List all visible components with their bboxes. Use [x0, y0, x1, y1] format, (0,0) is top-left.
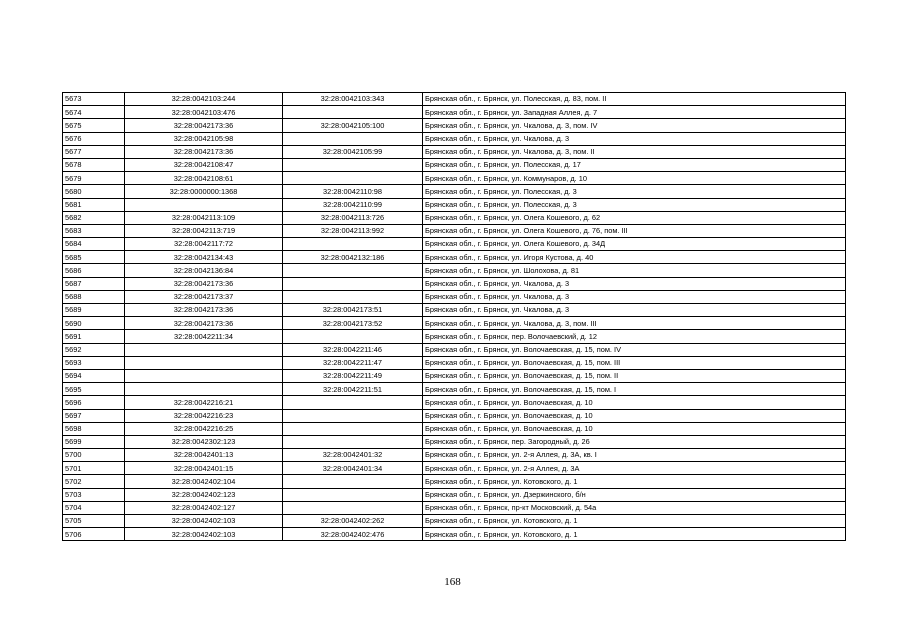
table-row [63, 251, 846, 264]
row-number-cell: 5705 [63, 515, 125, 528]
row-number-cell: 5675 [63, 119, 125, 132]
row-number-cell: 5701 [63, 462, 125, 475]
address-cell: Брянская обл., г. Брянск, ул. Котовского, д. 1 [423, 515, 846, 528]
address-cell: Брянская обл., г. Брянск, ул. Волочаевская, д. 15, пом. II [423, 369, 846, 382]
address-cell: Брянская обл., г. Брянск, ул. Чкалова, д. 3 [423, 304, 846, 317]
row-number-cell: 5698 [63, 422, 125, 435]
table-row [63, 145, 846, 158]
premises-cadastral-number-cell: 32:28:0042105:100 [283, 119, 423, 132]
registry-table-body [63, 93, 846, 541]
table-row [63, 119, 846, 132]
address-cell: Брянская обл., г. Брянск, ул. Шолохова, д. 81 [423, 264, 846, 277]
row-number-cell: 5673 [63, 93, 125, 106]
cadastral-number-cell: 32:28:0042134:43 [125, 251, 283, 264]
row-number-cell: 5679 [63, 172, 125, 185]
address-cell: Брянская обл., г. Брянск, ул. Западная Аллея, д. 7 [423, 106, 846, 119]
table-row [63, 462, 846, 475]
table-row [63, 435, 846, 448]
address-cell: Брянская обл., г. Брянск, ул. Чкалова, д. 3, пом. II [423, 145, 846, 158]
table-row [63, 422, 846, 435]
table-row [63, 475, 846, 488]
premises-cadastral-number-cell: 32:28:0042173:52 [283, 317, 423, 330]
cadastral-number-cell: 32:28:0042173:36 [125, 119, 283, 132]
address-cell: Брянская обл., г. Брянск, ул. 2-я Аллея, д. 3А, кв. I [423, 449, 846, 462]
address-cell: Брянская обл., г. Брянск, ул. Волочаевская, д. 15, пом. III [423, 356, 846, 369]
table-row [63, 317, 846, 330]
table-row [63, 515, 846, 528]
cadastral-number-cell [125, 383, 283, 396]
premises-cadastral-number-cell [283, 106, 423, 119]
row-number-cell: 5702 [63, 475, 125, 488]
premises-cadastral-number-cell: 32:28:0042113:726 [283, 211, 423, 224]
premises-cadastral-number-cell [283, 488, 423, 501]
table-row [63, 383, 846, 396]
address-cell: Брянская обл., г. Брянск, ул. Волочаевская, д. 15, пом. I [423, 383, 846, 396]
premises-cadastral-number-cell: 32:28:0042211:51 [283, 383, 423, 396]
row-number-cell: 5695 [63, 383, 125, 396]
premises-cadastral-number-cell [283, 264, 423, 277]
premises-cadastral-number-cell [283, 158, 423, 171]
row-number-cell: 5691 [63, 330, 125, 343]
address-cell: Брянская обл., г. Брянск, ул. Чкалова, д. 3 [423, 277, 846, 290]
premises-cadastral-number-cell [283, 422, 423, 435]
cadastral-number-cell: 32:28:0042173:36 [125, 304, 283, 317]
address-cell: Брянская обл., г. Брянск, ул. Полесская, д. 83, пом. II [423, 93, 846, 106]
premises-cadastral-number-cell [283, 277, 423, 290]
address-cell: Брянская обл., г. Брянск, ул. Олега Кошевого, д. 34Д [423, 238, 846, 251]
address-cell: Брянская обл., г. Брянск, ул. Игоря Кустова, д. 40 [423, 251, 846, 264]
premises-cadastral-number-cell: 32:28:0042211:46 [283, 343, 423, 356]
cadastral-number-cell [125, 356, 283, 369]
cadastral-registry-table [62, 92, 846, 541]
premises-cadastral-number-cell: 32:28:0042132:186 [283, 251, 423, 264]
cadastral-number-cell: 32:28:0042401:13 [125, 449, 283, 462]
row-number-cell: 5685 [63, 251, 125, 264]
row-number-cell: 5696 [63, 396, 125, 409]
table-row [63, 343, 846, 356]
address-cell: Брянская обл., г. Брянск, ул. Чкалова, д. 3, пом. IV [423, 119, 846, 132]
cadastral-number-cell: 32:28:0042173:36 [125, 145, 283, 158]
cadastral-number-cell: 32:28:0042402:127 [125, 501, 283, 514]
address-cell: Брянская обл., г. Брянск, ул. Полесская, д. 3 [423, 198, 846, 211]
table-row [63, 277, 846, 290]
row-number-cell: 5688 [63, 290, 125, 303]
address-cell: Брянская обл., г. Брянск, ул. Олега Кошевого, д. 62 [423, 211, 846, 224]
table-row [63, 93, 846, 106]
address-cell: Брянская обл., г. Брянск, ул. Полесская, д. 3 [423, 185, 846, 198]
address-cell: Брянская обл., г. Брянск, ул. Полесская, д. 17 [423, 158, 846, 171]
premises-cadastral-number-cell: 32:28:0042401:32 [283, 449, 423, 462]
row-number-cell: 5678 [63, 158, 125, 171]
cadastral-number-cell [125, 198, 283, 211]
cadastral-number-cell [125, 369, 283, 382]
row-number-cell: 5700 [63, 449, 125, 462]
table-row [63, 488, 846, 501]
row-number-cell: 5706 [63, 528, 125, 541]
address-cell: Брянская обл., г. Брянск, ул. Волочаевская, д. 10 [423, 409, 846, 422]
premises-cadastral-number-cell: 32:28:0042113:992 [283, 224, 423, 237]
cadastral-number-cell: 32:28:0042173:36 [125, 317, 283, 330]
premises-cadastral-number-cell: 32:28:0042173:51 [283, 304, 423, 317]
address-cell: Брянская обл., г. Брянск, ул. Волочаевская, д. 10 [423, 396, 846, 409]
row-number-cell: 5676 [63, 132, 125, 145]
address-cell: Брянская обл., г. Брянск, ул. Дзержинского, б/н [423, 488, 846, 501]
row-number-cell: 5677 [63, 145, 125, 158]
cadastral-number-cell: 32:28:0042136:84 [125, 264, 283, 277]
cadastral-number-cell: 32:28:0042117:72 [125, 238, 283, 251]
table-row [63, 106, 846, 119]
cadastral-number-cell: 32:28:0042216:25 [125, 422, 283, 435]
premises-cadastral-number-cell [283, 330, 423, 343]
table-row [63, 449, 846, 462]
table-row [63, 132, 846, 145]
address-cell: Брянская обл., г. Брянск, ул. Чкалова, д. 3 [423, 132, 846, 145]
cadastral-number-cell: 32:28:0042216:21 [125, 396, 283, 409]
address-cell: Брянская обл., г. Брянск, ул. Котовского, д. 1 [423, 528, 846, 541]
address-cell: Брянская обл., г. Брянск, ул. 2-я Аллея, д. 3А [423, 462, 846, 475]
premises-cadastral-number-cell: 32:28:0042401:34 [283, 462, 423, 475]
cadastral-number-cell: 32:28:0042103:476 [125, 106, 283, 119]
premises-cadastral-number-cell [283, 172, 423, 185]
premises-cadastral-number-cell: 32:28:0042105:99 [283, 145, 423, 158]
table-row [63, 198, 846, 211]
cadastral-number-cell: 32:28:0042401:15 [125, 462, 283, 475]
table-row [63, 158, 846, 171]
cadastral-number-cell: 32:28:0042113:109 [125, 211, 283, 224]
premises-cadastral-number-cell: 32:28:0042211:47 [283, 356, 423, 369]
row-number-cell: 5692 [63, 343, 125, 356]
premises-cadastral-number-cell [283, 396, 423, 409]
cadastral-number-cell: 32:28:0042402:104 [125, 475, 283, 488]
cadastral-number-cell: 32:28:0042105:98 [125, 132, 283, 145]
row-number-cell: 5681 [63, 198, 125, 211]
cadastral-number-cell: 32:28:0042108:61 [125, 172, 283, 185]
premises-cadastral-number-cell [283, 132, 423, 145]
premises-cadastral-number-cell [283, 238, 423, 251]
row-number-cell: 5697 [63, 409, 125, 422]
cadastral-number-cell: 32:28:0042173:36 [125, 277, 283, 290]
premises-cadastral-number-cell [283, 409, 423, 422]
cadastral-number-cell: 32:28:0042216:23 [125, 409, 283, 422]
cadastral-number-cell: 32:28:0042173:37 [125, 290, 283, 303]
cadastral-number-cell: 32:28:0042402:123 [125, 488, 283, 501]
address-cell: Брянская обл., г. Брянск, ул. Волочаевская, д. 15, пом. IV [423, 343, 846, 356]
cadastral-number-cell: 32:28:0042402:103 [125, 528, 283, 541]
table-row [63, 264, 846, 277]
premises-cadastral-number-cell: 32:28:0042103:343 [283, 93, 423, 106]
page-number: 168 [444, 576, 461, 588]
premises-cadastral-number-cell [283, 475, 423, 488]
address-cell: Брянская обл., г. Брянск, пр-кт Московский, д. 54а [423, 501, 846, 514]
row-number-cell: 5686 [63, 264, 125, 277]
row-number-cell: 5689 [63, 304, 125, 317]
row-number-cell: 5693 [63, 356, 125, 369]
address-cell: Брянская обл., г. Брянск, ул. Чкалова, д. 3 [423, 290, 846, 303]
cadastral-number-cell: 32:28:0042402:103 [125, 515, 283, 528]
premises-cadastral-number-cell: 32:28:0042110:98 [283, 185, 423, 198]
address-cell: Брянская обл., г. Брянск, пер. Волочаевский, д. 12 [423, 330, 846, 343]
row-number-cell: 5699 [63, 435, 125, 448]
row-number-cell: 5694 [63, 369, 125, 382]
table-row [63, 501, 846, 514]
row-number-cell: 5704 [63, 501, 125, 514]
cadastral-number-cell: 32:28:0042113:719 [125, 224, 283, 237]
cadastral-number-cell: 32:28:0042302:123 [125, 435, 283, 448]
address-cell: Брянская обл., г. Брянск, ул. Олега Кошевого, д. 76, пом. III [423, 224, 846, 237]
row-number-cell: 5690 [63, 317, 125, 330]
table-row [63, 238, 846, 251]
table-row [63, 172, 846, 185]
cadastral-number-cell: 32:28:0042211:34 [125, 330, 283, 343]
cadastral-number-cell [125, 343, 283, 356]
cadastral-number-cell: 32:28:0000000:1368 [125, 185, 283, 198]
premises-cadastral-number-cell: 32:28:0042402:262 [283, 515, 423, 528]
premises-cadastral-number-cell [283, 435, 423, 448]
table-row [63, 369, 846, 382]
table-row [63, 528, 846, 541]
table-row [63, 185, 846, 198]
cadastral-number-cell: 32:28:0042108:47 [125, 158, 283, 171]
table-row [63, 330, 846, 343]
row-number-cell: 5684 [63, 238, 125, 251]
table-row [63, 356, 846, 369]
table-row [63, 304, 846, 317]
table-row [63, 224, 846, 237]
table-row [63, 290, 846, 303]
premises-cadastral-number-cell: 32:28:0042402:476 [283, 528, 423, 541]
address-cell: Брянская обл., г. Брянск, ул. Котовского, д. 1 [423, 475, 846, 488]
table-row [63, 409, 846, 422]
row-number-cell: 5683 [63, 224, 125, 237]
address-cell: Брянская обл., г. Брянск, пер. Загородный, д. 26 [423, 435, 846, 448]
premises-cadastral-number-cell [283, 290, 423, 303]
row-number-cell: 5680 [63, 185, 125, 198]
table-row [63, 396, 846, 409]
premises-cadastral-number-cell: 32:28:0042211:49 [283, 369, 423, 382]
row-number-cell: 5674 [63, 106, 125, 119]
address-cell: Брянская обл., г. Брянск, ул. Волочаевская, д. 10 [423, 422, 846, 435]
premises-cadastral-number-cell: 32:28:0042110:99 [283, 198, 423, 211]
row-number-cell: 5703 [63, 488, 125, 501]
table-row [63, 211, 846, 224]
premises-cadastral-number-cell [283, 501, 423, 514]
cadastral-number-cell: 32:28:0042103:244 [125, 93, 283, 106]
address-cell: Брянская обл., г. Брянск, ул. Коммунаров, д. 10 [423, 172, 846, 185]
address-cell: Брянская обл., г. Брянск, ул. Чкалова, д. 3, пом. III [423, 317, 846, 330]
row-number-cell: 5687 [63, 277, 125, 290]
row-number-cell: 5682 [63, 211, 125, 224]
